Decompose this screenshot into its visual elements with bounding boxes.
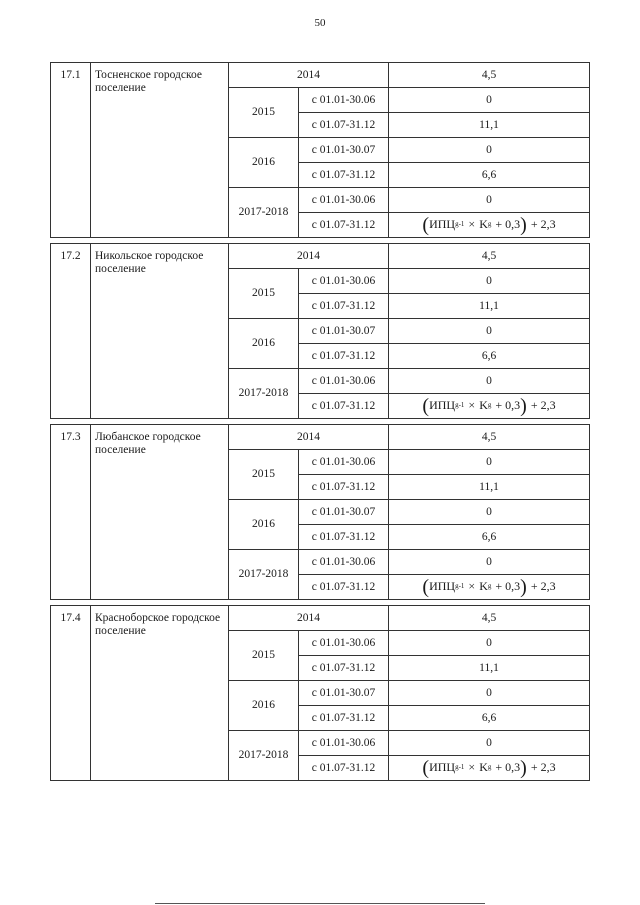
period-2017-h2: с 01.07-31.12 [299, 213, 389, 238]
section-table [50, 605, 590, 781]
year-2014: 2014 [229, 244, 389, 269]
formula-times: × [468, 217, 476, 231]
tariff-formula-cell [389, 575, 590, 600]
formula-open-paren: ( [422, 394, 430, 417]
formula-coef: K [479, 760, 488, 774]
value-2016-h2: 6,6 [389, 706, 590, 731]
period-2015-h2: с 01.07-31.12 [299, 475, 389, 500]
formula-times: × [468, 760, 476, 774]
year-2016: 2016 [229, 138, 299, 188]
value-2016-h1: 0 [389, 319, 590, 344]
period-2016-h1: с 01.01-30.07 [299, 681, 389, 706]
period-2015-h2: с 01.07-31.12 [299, 113, 389, 138]
period-2015-h1: с 01.01-30.06 [299, 269, 389, 294]
year-2015: 2015 [229, 631, 299, 681]
value-2016-h2: 6,6 [389, 525, 590, 550]
formula-plus-outer: + 2,3 [530, 217, 556, 231]
period-2016-h2: с 01.07-31.12 [299, 163, 389, 188]
tariff-formula [422, 394, 556, 417]
section-number: 17.4 [51, 606, 91, 781]
formula-term-subscript: g-1 [455, 220, 465, 228]
formula-plus-outer: + 2,3 [530, 760, 556, 774]
formula-term: ИПЦ [429, 217, 456, 231]
year-2017-2018: 2017-2018 [229, 731, 299, 781]
tariff-formula-cell [389, 213, 590, 238]
value-2016-h2: 6,6 [389, 344, 590, 369]
period-2017-h2: с 01.07-31.12 [299, 575, 389, 600]
section-number: 17.2 [51, 244, 91, 419]
value-2017-h1: 0 [389, 731, 590, 756]
year-2014: 2014 [229, 425, 389, 450]
formula-coef: K [479, 398, 488, 412]
year-2017-2018: 2017-2018 [229, 188, 299, 238]
tariff-formula [422, 213, 556, 236]
year-2015: 2015 [229, 88, 299, 138]
year-2014: 2014 [229, 63, 389, 88]
section-number: 17.3 [51, 425, 91, 600]
tariff-formula-cell [389, 394, 590, 419]
formula-times: × [468, 579, 476, 593]
value-2015-h2: 11,1 [389, 113, 590, 138]
year-2014: 2014 [229, 606, 389, 631]
value-2015-h2: 11,1 [389, 656, 590, 681]
value-2016-h1: 0 [389, 681, 590, 706]
formula-open-paren: ( [422, 575, 430, 598]
formula-term: ИПЦ [429, 579, 456, 593]
value-2015-h2: 11,1 [389, 294, 590, 319]
formula-coef: K [479, 579, 488, 593]
value-2017-h1: 0 [389, 550, 590, 575]
formula-term: ИПЦ [429, 760, 456, 774]
formula-coef-subscript: g [487, 582, 492, 590]
formula-coef-subscript: g [487, 401, 492, 409]
tariff-formula [422, 756, 556, 779]
value-2014: 4,5 [389, 425, 590, 450]
row-2014 [51, 425, 590, 450]
value-2015-h1: 0 [389, 631, 590, 656]
year-2017-2018: 2017-2018 [229, 550, 299, 600]
formula-term: ИПЦ [429, 398, 456, 412]
period-2015-h1: с 01.01-30.06 [299, 88, 389, 113]
page-number: 50 [314, 17, 326, 29]
row-2014 [51, 63, 590, 88]
value-2016-h1: 0 [389, 500, 590, 525]
tariff-formula-cell [389, 756, 590, 781]
formula-open-paren: ( [422, 213, 430, 236]
formula-coef-subscript: g [487, 220, 492, 228]
period-2016-h1: с 01.01-30.07 [299, 500, 389, 525]
value-2015-h2: 11,1 [389, 475, 590, 500]
section-table [50, 243, 590, 419]
value-2017-h1: 0 [389, 188, 590, 213]
formula-open-paren: ( [422, 756, 430, 779]
formula-close-paren: ) [520, 213, 527, 236]
formula-plus-inner: + 0,3 [495, 579, 521, 593]
settlement-name: Красноборское городское поселение [91, 606, 229, 781]
formula-coef: K [479, 217, 488, 231]
formula-term-subscript: g-1 [455, 401, 465, 409]
value-2014: 4,5 [389, 606, 590, 631]
formula-plus-inner: + 0,3 [495, 760, 521, 774]
period-2016-h2: с 01.07-31.12 [299, 344, 389, 369]
formula-term-subscript: g-1 [455, 582, 465, 590]
row-2014 [51, 244, 590, 269]
formula-plus-inner: + 0,3 [495, 398, 521, 412]
formula-plus-outer: + 2,3 [530, 398, 556, 412]
year-2017-2018: 2017-2018 [229, 369, 299, 419]
formula-close-paren: ) [520, 575, 527, 598]
period-2017-h1: с 01.01-30.06 [299, 369, 389, 394]
formula-plus-outer: + 2,3 [530, 579, 556, 593]
period-2017-h2: с 01.07-31.12 [299, 756, 389, 781]
value-2015-h1: 0 [389, 269, 590, 294]
period-2015-h1: с 01.01-30.06 [299, 450, 389, 475]
formula-coef-subscript: g [487, 763, 492, 771]
year-2016: 2016 [229, 500, 299, 550]
section-table [50, 424, 590, 600]
value-2015-h1: 0 [389, 88, 590, 113]
value-2014: 4,5 [389, 244, 590, 269]
value-2016-h2: 6,6 [389, 163, 590, 188]
period-2017-h1: с 01.01-30.06 [299, 188, 389, 213]
value-2015-h1: 0 [389, 450, 590, 475]
formula-close-paren: ) [520, 756, 527, 779]
section-table [50, 62, 590, 238]
value-2017-h1: 0 [389, 369, 590, 394]
settlement-name: Тосненское городское поселение [91, 63, 229, 238]
value-2014: 4,5 [389, 63, 590, 88]
period-2017-h1: с 01.01-30.06 [299, 731, 389, 756]
year-2015: 2015 [229, 269, 299, 319]
year-2015: 2015 [229, 450, 299, 500]
period-2016-h2: с 01.07-31.12 [299, 706, 389, 731]
period-2015-h2: с 01.07-31.12 [299, 656, 389, 681]
settlement-name: Никольское городское поселение [91, 244, 229, 419]
period-2017-h1: с 01.01-30.06 [299, 550, 389, 575]
row-2014 [51, 606, 590, 631]
year-2016: 2016 [229, 319, 299, 369]
value-2016-h1: 0 [389, 138, 590, 163]
formula-term-subscript: g-1 [455, 763, 465, 771]
formula-close-paren: ) [520, 394, 527, 417]
period-2016-h1: с 01.01-30.07 [299, 138, 389, 163]
period-2016-h2: с 01.07-31.12 [299, 525, 389, 550]
tariff-sections [50, 62, 590, 781]
section-number: 17.1 [51, 63, 91, 238]
period-2017-h2: с 01.07-31.12 [299, 394, 389, 419]
footer-line [155, 903, 485, 904]
formula-plus-inner: + 0,3 [495, 217, 521, 231]
period-2015-h2: с 01.07-31.12 [299, 294, 389, 319]
period-2015-h1: с 01.01-30.06 [299, 631, 389, 656]
formula-times: × [468, 398, 476, 412]
tariff-formula [422, 575, 556, 598]
period-2016-h1: с 01.01-30.07 [299, 319, 389, 344]
year-2016: 2016 [229, 681, 299, 731]
settlement-name: Любанское городское поселение [91, 425, 229, 600]
